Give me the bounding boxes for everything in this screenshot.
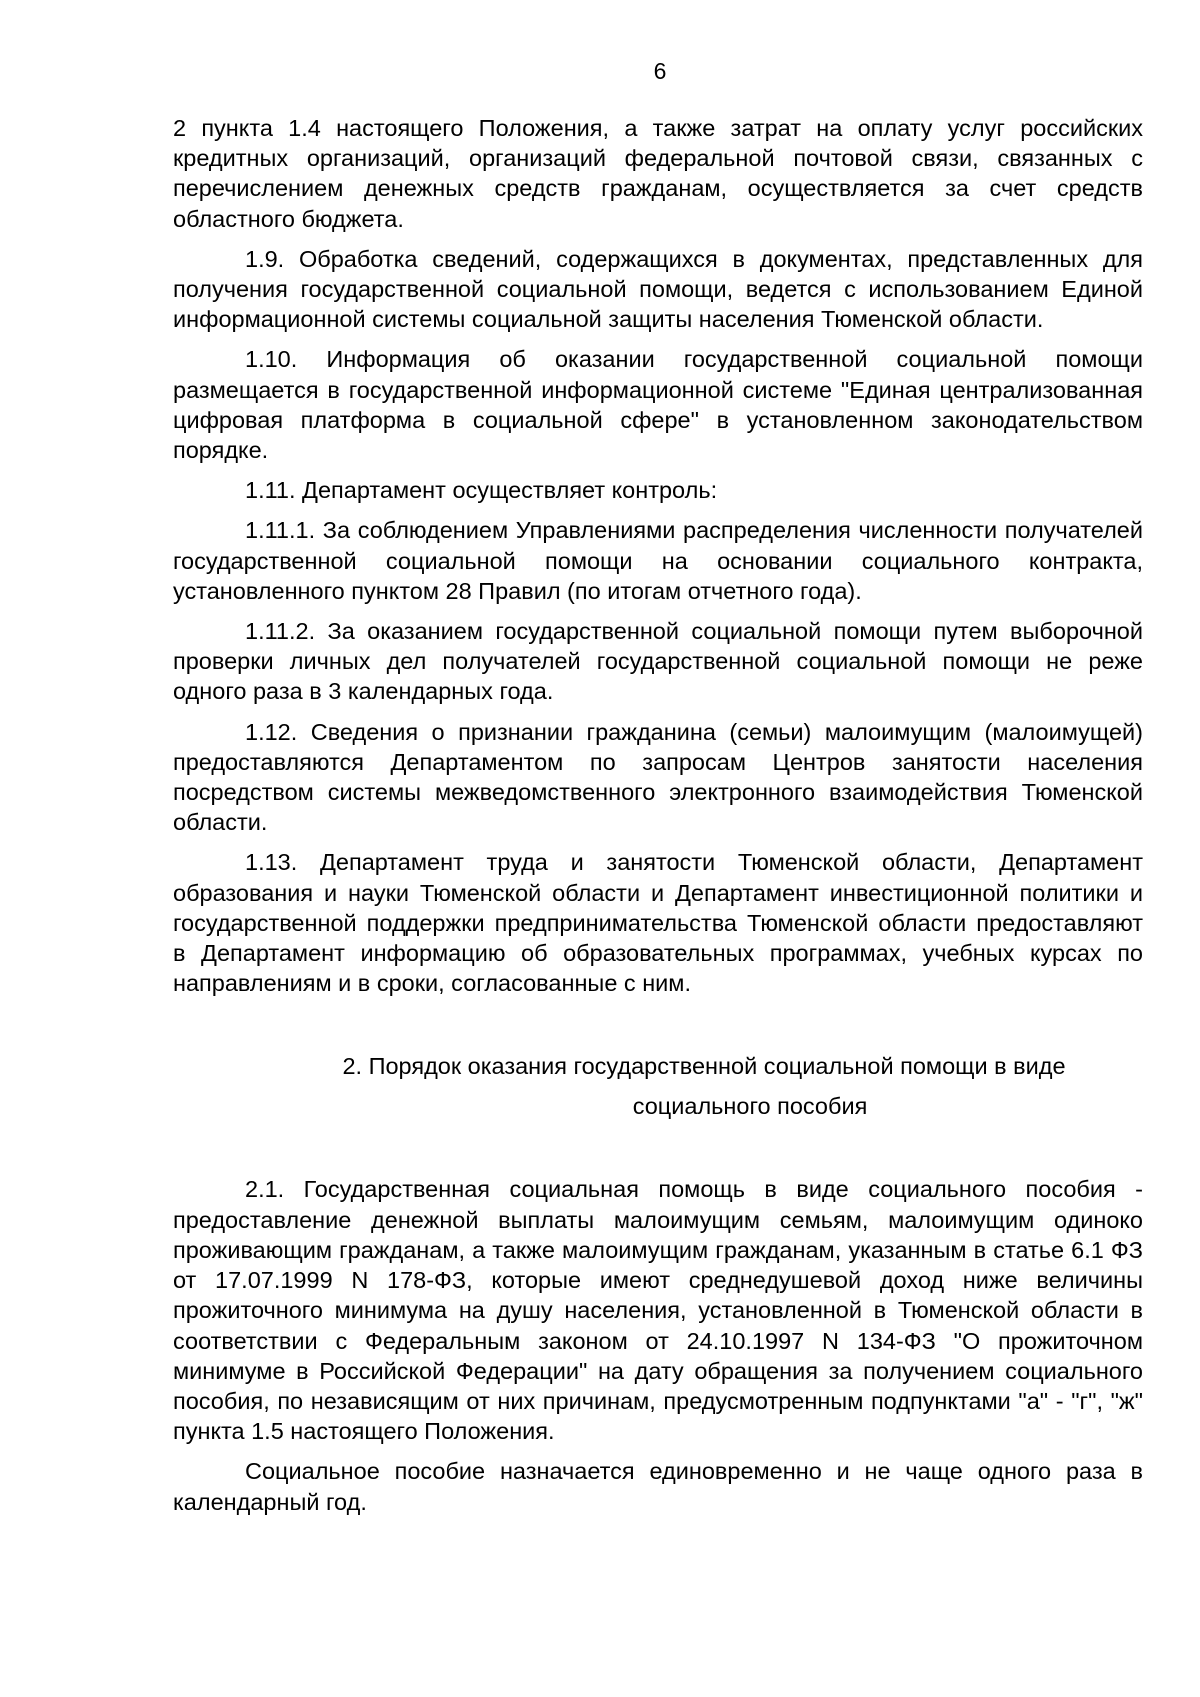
section-heading-line-2: социального пособия — [632, 1093, 868, 1120]
paragraph-social-benefit: Социальное пособие назначается единовременно и не чаще одного раза в календарный год. — [173, 1458, 1143, 1515]
section-heading-line-1: 2. Порядок оказания государственной социальной помощи в виде — [342, 1053, 1066, 1080]
paragraph-1-11-1: 1.11.1. За соблюдением Управлениями распределения численности получателей государственной социальной помощи на основании социального контракта, установленного пунктом 28 Правил (по итогам отчетного года). — [173, 517, 1143, 604]
paragraph-2-1: 2.1. Государственная социальная помощь в виде социального пособия - предоставление денежной выплаты малоимущим семьям, малоимущим одиноко проживающим гражданам, а также малоимущим гражданам, указанным в статье 6.1 ФЗ от 17.07.1999 N 178-ФЗ, которые имеют среднедушевой доход ниже величины прожиточного минимума на душу населения, установленной в Тюменской области в соответствии с Федеральным законом от 24.10.1997 N 134-ФЗ "О прожиточном минимуме в Российской Федерации" на дату обращения за получением социального пособия, по независящим от них причинам, предусмотренным подпунктами "а" - "г", "ж" пункта 1.5 настоящего Положения. — [173, 1176, 1143, 1445]
paragraph-1-9: 1.9. Обработка сведений, содержащихся в документах, представленных для получения государственной социальной помощи, ведется с использованием Единой информационной системы социальной защиты населения Тюменской области. — [173, 245, 1143, 333]
page-number: 6 — [653, 58, 667, 84]
section-heading — [173, 1046, 1143, 1126]
paragraph-1-11-2: 1.11.2. За оказанием государственной социальной помощи путем выборочной проверки личных дел получателей государственной социальной помощи не реже одного раза в 3 календарных года. — [173, 618, 1143, 705]
paragraph-1-10: 1.10. Информация об оказании государственной социальной помощи размещается в государственной информационной системе "Единая централизованная цифровая платформа в социальной сфере" в установленном законодательством порядке. — [173, 346, 1143, 464]
paragraph-1-11: 1.11. Департамент осуществляет контроль: — [245, 477, 718, 504]
document-body — [173, 113, 1143, 1527]
paragraph-continuation: 2 пункта 1.4 настоящего Положения, а также затрат на оплату услуг российских кредитных организаций, организаций федеральной почтовой связи, связанных с перечислением денежных средств гражданам, осуществляется за счет средств областного бюджета. — [173, 115, 1143, 232]
paragraph-1-12: 1.12. Сведения о признании гражданина (семьи) малоимущим (малоимущей) предоставляются Департаментом по запросам Центров занятости населения посредством системы межведомственного электронного взаимодействия Тюменской области. — [173, 718, 1143, 836]
paragraph-1-13: 1.13. Департамент труда и занятости Тюменской области, Департамент образования и науки Тюменской области и Департамент инвестиционной политики и государственной поддержки предпринимательства Тюменской области предоставляют в Департамент информацию об образовательных программах, учебных курсах по направлениям и в сроки, согласованные с ним. — [173, 849, 1143, 997]
